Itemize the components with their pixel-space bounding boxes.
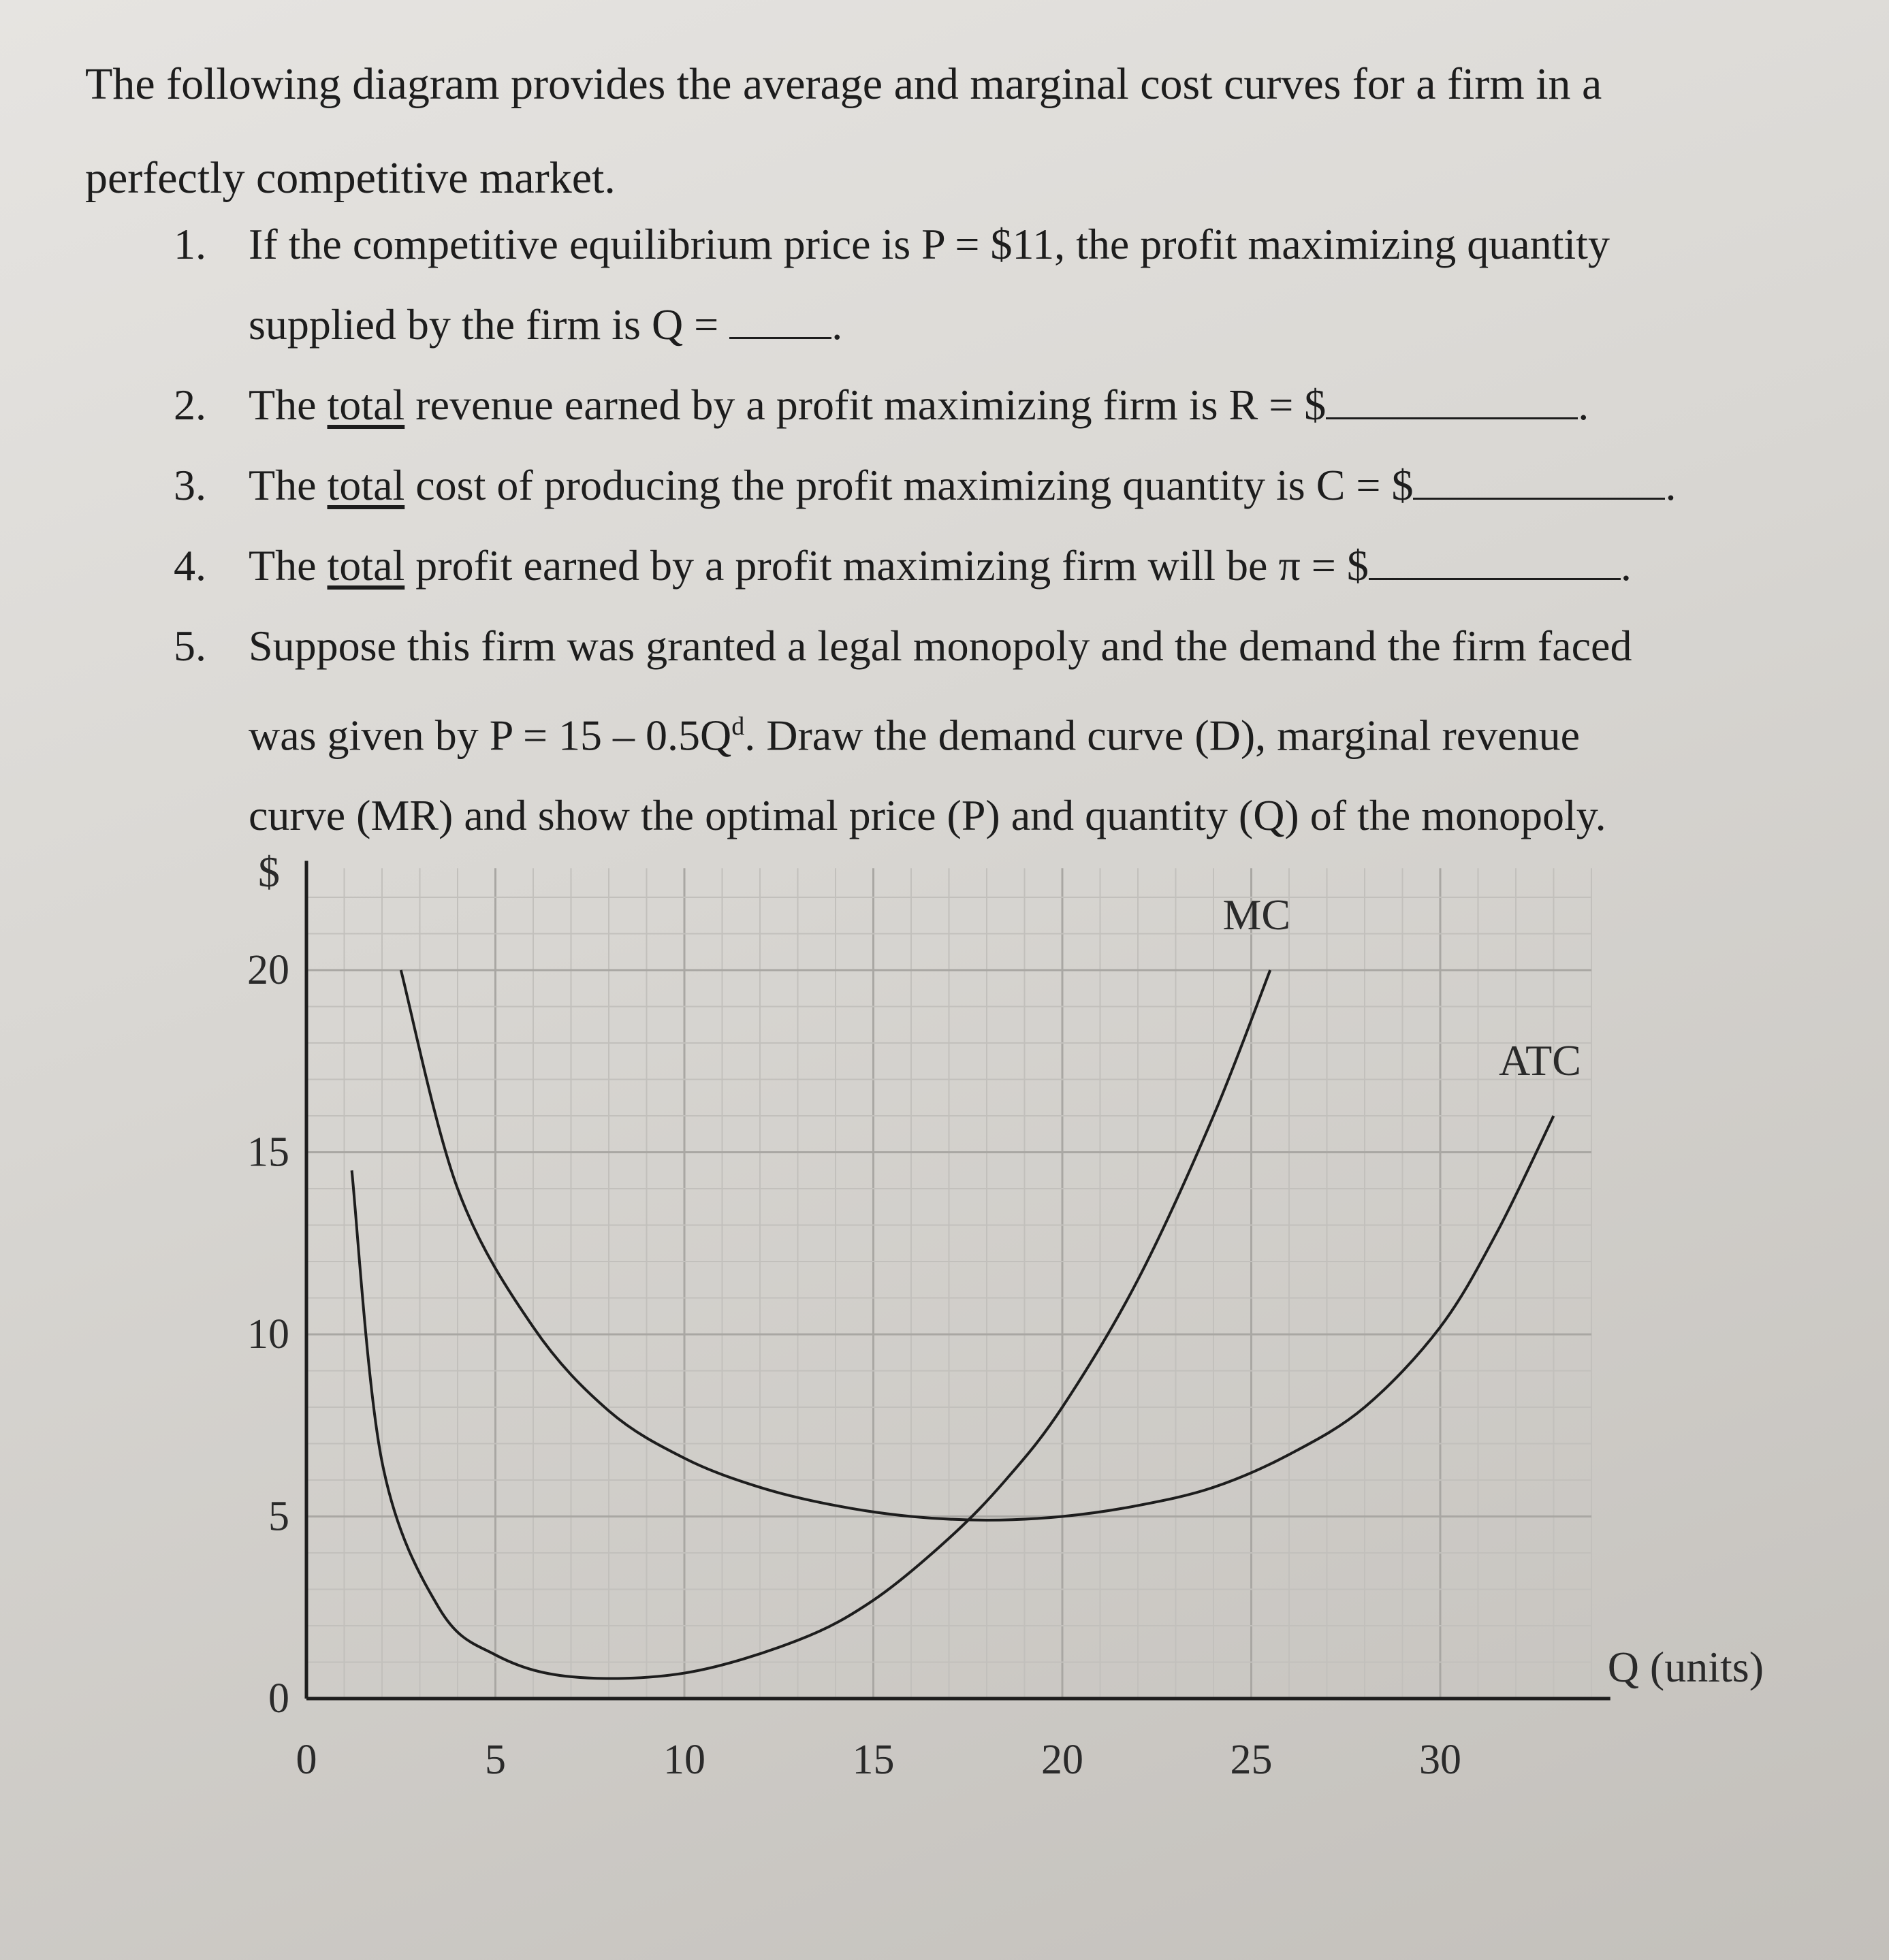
chart-grid: [306, 868, 1591, 1699]
x-tick-label: 20: [1041, 1737, 1083, 1783]
x-tick-label: 15: [852, 1737, 895, 1783]
x-tick-label: 30: [1419, 1737, 1461, 1783]
chart-curves: [352, 970, 1554, 1679]
chart-labels: [258, 848, 1764, 1691]
intro-line-1: The following diagram provides the average and marginal cost curves for a firm in a: [85, 59, 1602, 109]
y-tick-label: 20: [247, 947, 289, 993]
mc-curve: [352, 970, 1271, 1679]
x-tick-label: 5: [485, 1737, 506, 1783]
underlined-word: total: [327, 381, 405, 429]
question-text: The: [249, 461, 328, 509]
y-axis-label: $: [258, 847, 280, 896]
superscript: d: [731, 712, 745, 741]
atc-label: ATC: [1499, 1036, 1581, 1085]
period: .: [1578, 381, 1589, 429]
question-text: curve (MR) and show the optimal price (P) and quantity (Q) of the monopoly.: [249, 791, 1606, 840]
y-tick-label: 5: [268, 1493, 289, 1540]
question-text: profit earned by a profit maximizing firm will be π = $: [404, 541, 1369, 590]
period: .: [1665, 461, 1677, 509]
mc-label: MC: [1222, 890, 1291, 939]
x-tick-label: 25: [1230, 1737, 1273, 1783]
question-number: 4.: [174, 541, 206, 590]
question-text: supplied by the firm is Q =: [249, 300, 730, 349]
x-tick-label: 10: [663, 1737, 705, 1783]
question-number: 5.: [174, 622, 206, 670]
x-axis-label: Q (units): [1607, 1643, 1764, 1691]
chart-tick-labels: [247, 947, 1461, 1783]
period: .: [1620, 541, 1632, 590]
atc-curve: [401, 970, 1554, 1520]
question-text: . Draw the demand curve (D), marginal revenue: [744, 711, 1580, 760]
question-text: The: [249, 381, 328, 429]
y-tick-label: 0: [268, 1675, 289, 1722]
question-text: revenue earned by a profit maximizing firm is R = $: [404, 381, 1327, 429]
underlined-word: total: [327, 461, 405, 509]
question-number: 2.: [174, 381, 206, 429]
y-tick-label: 15: [247, 1129, 289, 1176]
question-text: If the competitive equilibrium price is P = $11, the profit maximizing quantity: [249, 220, 1610, 268]
question-number: 1.: [174, 220, 206, 268]
intro-line-2: perfectly competitive market.: [85, 153, 616, 203]
question-text: cost of producing the profit maximizing quantity is C = $: [404, 461, 1414, 509]
underlined-word: total: [327, 541, 405, 590]
question-text: was given by P = 15 – 0.5Q: [249, 711, 732, 760]
question-number: 3.: [174, 461, 206, 509]
period: .: [831, 300, 843, 349]
x-tick-label: 0: [296, 1737, 317, 1783]
y-tick-label: 10: [247, 1311, 289, 1357]
question-text: Suppose this firm was granted a legal monopoly and the demand the firm faced: [249, 622, 1632, 670]
question-text: The: [249, 541, 328, 590]
